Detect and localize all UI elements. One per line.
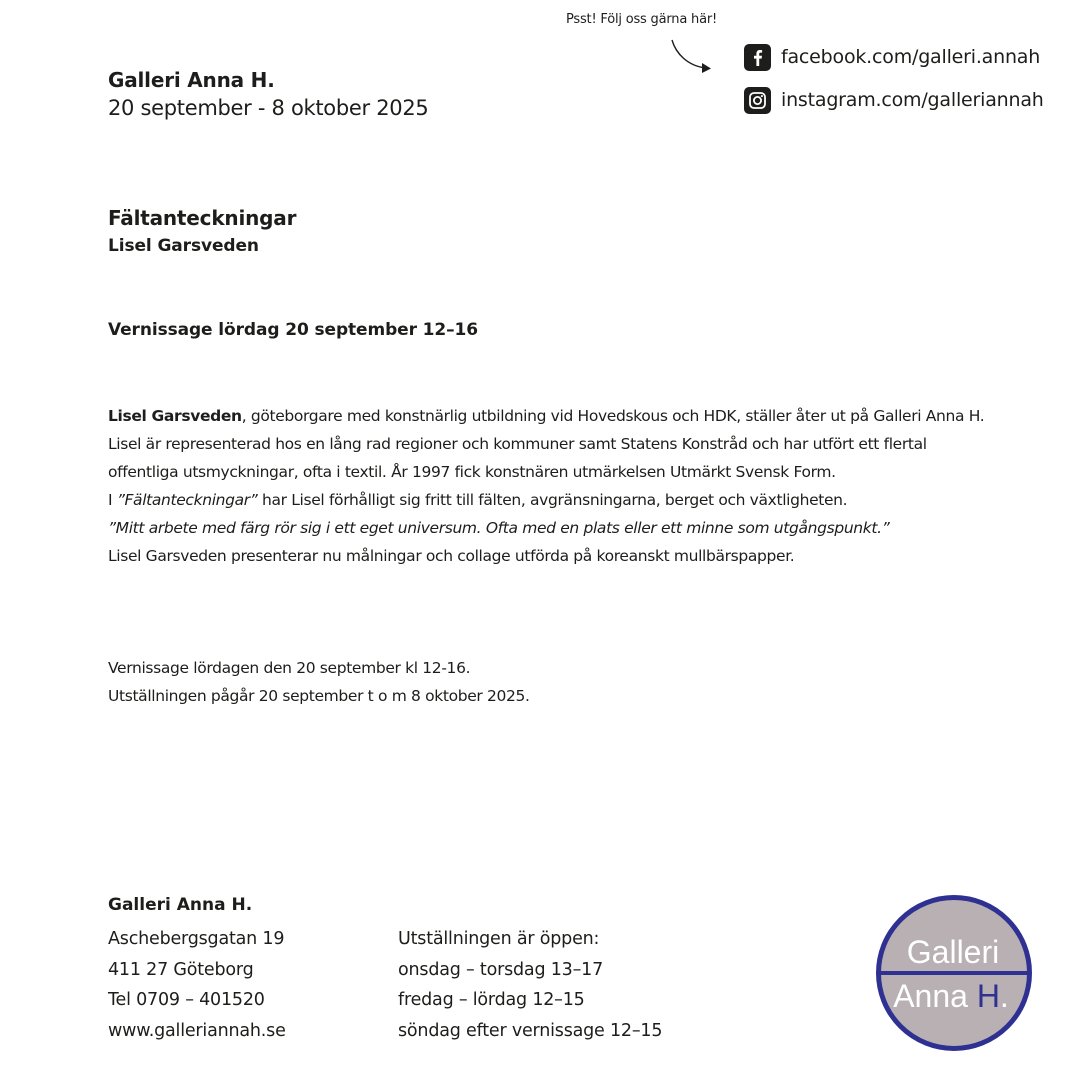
exhibition-period: Utställningen pågår 20 september t o m 8 oktober 2025. — [108, 687, 530, 705]
vernissage-heading: Vernissage lördag 20 september 12–16 — [108, 320, 478, 340]
street-address: Aschebergsgatan 19 — [108, 929, 285, 949]
footer-gallery-name: Galleri Anna H. — [108, 895, 253, 915]
arrow-icon — [668, 38, 716, 78]
logo-text-dot: . — [999, 978, 1009, 1014]
works-paragraph: Lisel Garsveden presenterar nu målningar och collage utförda på koreanskt mullbärspapper. — [108, 547, 795, 565]
footer-address — [108, 924, 286, 1046]
postal-city: 411 27 Göteborg — [108, 959, 254, 980]
artist-name-inline: Lisel Garsveden — [108, 407, 242, 425]
exhibition-paragraph — [108, 486, 988, 514]
hours-heading: Utställningen är öppen: — [398, 929, 600, 949]
instagram-link[interactable] — [744, 86, 1044, 114]
instagram-icon — [744, 87, 771, 114]
opening-hours — [398, 924, 662, 1046]
gallery-name: Galleri Anna H. — [108, 68, 275, 92]
facebook-icon — [744, 44, 771, 71]
exhibition-paragraph-prefix: I — [108, 491, 117, 509]
hours-line: söndag efter vernissage 12–15 — [398, 1020, 663, 1041]
exhibition-title: Fältanteckningar — [108, 206, 297, 230]
phone-number: Tel 0709 – 401520 — [108, 990, 265, 1010]
intro-text: , göteborgare med konstnärlig utbildning vid Hovedskous och HDK, ställer åter ut på Galleri Anna H. Lisel är representerad hos en lång rad regioner och kommuner samt Statens Konstråd och har utfört ett flertal offentliga utsmyckningar, ofta i textil. År 1997 fick konstnären utmärkelsen Utmärkt Svensk Form. — [108, 407, 985, 481]
follow-prompt: Psst! Följ oss gärna här! — [566, 12, 717, 27]
instagram-url[interactable]: instagram.com/galleriannah — [781, 89, 1044, 111]
logo-text-bottom — [893, 978, 1009, 1014]
hours-line: fredag – lördag 12–15 — [398, 990, 585, 1010]
logo-text-top: Galleri — [906, 934, 1000, 970]
hours-line: onsdag – torsdag 13–17 — [398, 959, 604, 980]
facebook-url[interactable]: facebook.com/galleri.annah — [781, 46, 1041, 68]
facebook-link[interactable] — [744, 43, 1040, 71]
exhibition-paragraph-text: har Lisel förhålligt sig fritt till fälten, avgränsningarna, berget och växtligheten. — [257, 491, 848, 509]
press-text — [108, 402, 988, 570]
artist-name: Lisel Garsveden — [108, 236, 259, 256]
exhibition-dates: 20 september - 8 oktober 2025 — [108, 96, 429, 120]
intro-paragraph — [108, 402, 988, 486]
exhibition-info — [108, 654, 530, 710]
gallery-logo — [875, 894, 1033, 1052]
vernissage-info: Vernissage lördagen den 20 september kl 12-16. — [108, 659, 471, 677]
artist-quote: ”Mitt arbete med färg rör sig i ett eget universum. Ofta med en plats eller ett minne som utgångspunkt.” — [108, 519, 890, 537]
logo-text-h: H — [976, 978, 1000, 1014]
exhibition-title-inline: ”Fältanteckningar” — [116, 491, 258, 509]
logo-text-anna: Anna — [893, 978, 977, 1014]
website-link[interactable]: www.galleriannah.se — [108, 1020, 286, 1041]
